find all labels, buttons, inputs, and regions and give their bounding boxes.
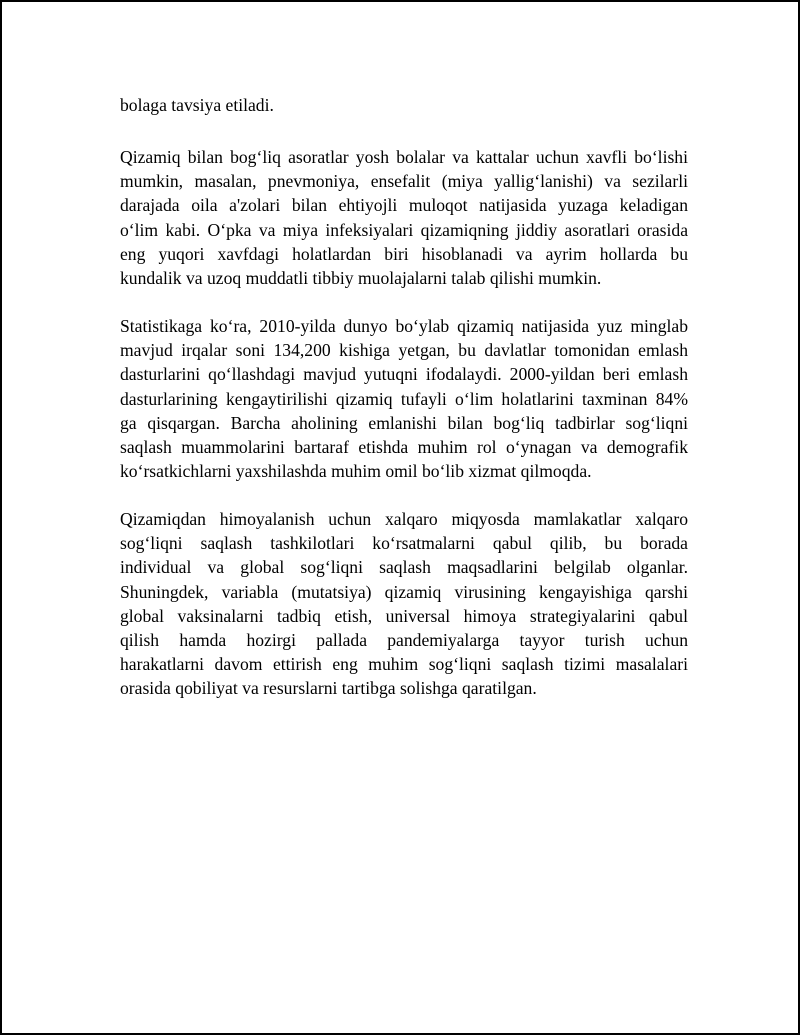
paragraph-line: Qizamiqdan himoyalanish uchun xalqaro miqyosda mamlakatlar xalqaro	[120, 509, 688, 529]
paragraph-line: dasturlarini qo‘llashdagi mavjud yutuqni ifodalaydi. 2000-yildan beri emlash	[120, 364, 688, 385]
paragraph-line: global vaksinalarni tadbiq etish, universal himoya strategiyalarini qabul	[120, 605, 688, 626]
paragraph-protection	[120, 507, 688, 701]
paragraph-line: kundalik va uzoq muddatli tibbiy muolajalarni talab qilishi mumkin.	[120, 267, 602, 288]
paragraph-line: qilish hamda hozirgi pallada pandemiyalarga tayyor turish uchun	[120, 629, 688, 650]
paragraph-line: Statistikaga ko‘ra, 2010-yilda dunyo bo‘ylab qizamiq natijasida yuz minglab	[120, 316, 688, 336]
paragraph-line: individual va global sog‘liqni saqlash maqsadlarini belgilab olganlar.	[120, 557, 688, 578]
paragraph-statistics	[120, 314, 688, 483]
paragraph-line: sog‘liqni saqlash tashkilotlari ko‘rsatmalarni qabul qilib, bu borada	[120, 533, 688, 554]
paragraph-line: eng yuqori xavfdagi holatlardan biri hisoblanadi va ayrim hollarda bu	[120, 243, 688, 264]
paragraph-line: mavjud irqalar soni 134,200 kishiga yetgan, bu davlatlar tomonidan emlash	[120, 340, 688, 361]
paragraph-complications	[120, 145, 688, 290]
paragraph-line: bolaga tavsiya etiladi.	[120, 95, 274, 115]
paragraph-line: dasturlarining kengaytirilishi qizamiq tufayli o‘lim holatlarini taxminan 84%	[120, 388, 688, 409]
paragraph-line: Qizamiq bilan bog‘liq asoratlar yosh bolalar va kattalar uchun xavfli bo‘lishi	[120, 147, 688, 167]
paragraph-line: saqlash muammolarini bartaraf etishda muhim rol o‘ynagan va demografik	[120, 436, 688, 457]
paragraph-line: mumkin, masalan, pnevmoniya, ensefalit (miya yallig‘lanishi) va sezilarli	[120, 171, 688, 192]
paragraph-line: Shuningdek, variabla (mutatsiya) qizamiq virusining kengayishiga qarshi	[120, 581, 688, 602]
paragraph-line: harakatlarni davom ettirish eng muhim sog‘liqni saqlash tizimi masalalari	[120, 654, 688, 675]
paragraph-line: darajada oila a'zolari bilan ehtiyojli muloqot natijasida yuzaga keladigan	[120, 195, 688, 216]
paragraph-line: orasida qobiliyat va resurslarni tartibga solishga qaratilgan.	[120, 678, 537, 699]
paragraph-line: o‘lim kabi. O‘pka va miya infeksiyalari qizamiqning jiddiy asoratlari orasida	[120, 219, 688, 240]
paragraph-line: ko‘rsatkichlarni yaxshilashda muhim omil bo‘lib xizmat qilmoqda.	[120, 461, 592, 482]
paragraph-line: ga qisqargan. Barcha aholining emlanishi bilan bog‘liq tadbirlar sog‘liqni	[120, 412, 688, 433]
paragraph-intro-fragment	[120, 93, 688, 117]
